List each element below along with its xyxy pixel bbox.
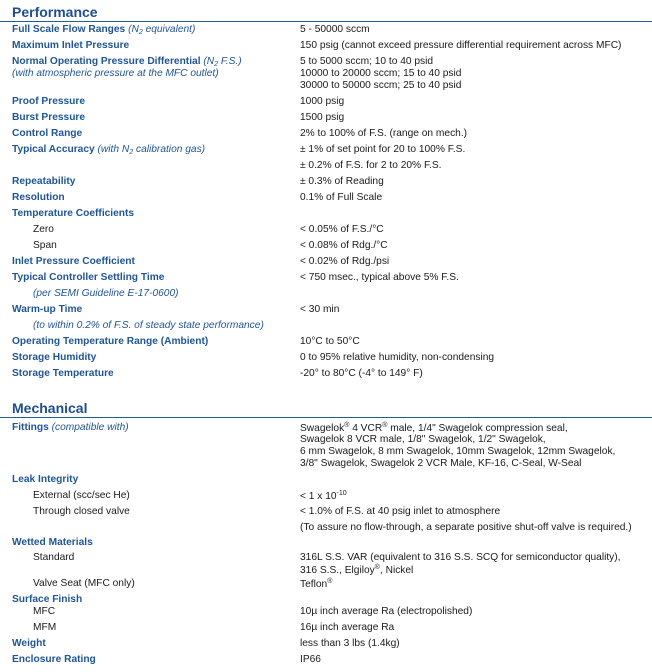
label-storage-temp: Storage Temperature xyxy=(12,368,114,379)
label-inlet-coef: Inlet Pressure Coefficient xyxy=(12,256,135,267)
label-weight: Weight xyxy=(12,638,46,649)
label-resolution: Resolution xyxy=(12,192,65,203)
label-leak: Leak Integrity xyxy=(12,474,79,485)
value-control: 2% to 100% of F.S. (range on mech.) xyxy=(300,128,468,139)
label-through: Through closed valve xyxy=(33,506,130,517)
value-normal-op-1: 5 to 5000 sccm; 10 to 40 psid xyxy=(300,56,434,67)
value-max-inlet: 150 psig (cannot exceed pressure differential requirement across MFC) xyxy=(300,40,622,51)
value-enclosure: IP66 xyxy=(300,654,321,665)
value-normal-op-2: 10000 to 20000 sccm; 15 to 40 psid xyxy=(300,68,462,79)
note-settling: (per SEMI Guideline E-17-0600) xyxy=(33,288,179,299)
value-mfm: 16µ inch average Ra xyxy=(300,622,395,633)
label-seat: Valve Seat (MFC only) xyxy=(33,578,135,589)
value-storage-temp: -20° to 80°C (-4° to 149° F) xyxy=(300,368,423,379)
value-repeat: ± 0.3% of Reading xyxy=(300,176,384,187)
label-humidity: Storage Humidity xyxy=(12,352,97,363)
note-warmup: (to within 0.2% of F.S. of steady state performance) xyxy=(33,320,264,331)
note-full-scale: ($N_2$ equivalent) xyxy=(128,24,196,36)
value-resolution: 0.1% of Full Scale xyxy=(300,192,383,203)
value-mfc: 10µ inch average Ra (electropolished) xyxy=(300,606,473,617)
label-fittings: Fittings xyxy=(12,422,49,433)
value-inlet-coef: < 0.02% of Rdg./psi xyxy=(300,256,390,267)
value-humidity: 0 to 95% relative humidity, non-condensing xyxy=(300,352,495,363)
label-accuracy: Typical Accuracy xyxy=(12,144,95,155)
value-standard-2: 316 S.S., Elgiloy®, Nickel xyxy=(300,564,414,576)
label-enclosure: Enclosure Rating xyxy=(12,654,96,665)
note-accuracy: (with $N_2$ calibration gas) xyxy=(97,144,206,156)
value-settling: < 750 msec., typical above 5% F.S. xyxy=(300,272,459,283)
note-normal-op-2: (with atmospheric pressure at the MFC outlet) xyxy=(12,68,219,79)
value-external: < 1 x $10^{-10}$ xyxy=(300,490,347,502)
value-through: < 1.0% of F.S. at 40 psig inlet to atmosphere xyxy=(300,506,501,517)
label-warmup: Warm-up Time xyxy=(12,304,83,315)
value-fittings-3: 6 mm Swagelok, 8 mm Swagelok, 10mm Swagelok, 12mm Swagelok, xyxy=(300,446,616,457)
label-repeat: Repeatability xyxy=(12,176,76,187)
label-mfm: MFM xyxy=(33,622,57,633)
value-fittings-2: Swagelok 8 VCR male, 1/8" Swagelok, 1/2" Swagelok, xyxy=(300,434,546,445)
performance-title: Performance xyxy=(12,4,98,20)
label-wetted: Wetted Materials xyxy=(12,537,93,548)
value-proof: 1000 psig xyxy=(300,96,345,107)
label-max-inlet: Maximum Inlet Pressure xyxy=(12,40,130,51)
label-proof: Proof Pressure xyxy=(12,96,86,107)
label-burst: Burst Pressure xyxy=(12,112,86,123)
performance-header xyxy=(0,4,652,22)
value-full-scale: 5 - 50000 sccm xyxy=(300,24,370,35)
value-standard: 316L S.S. VAR (equivalent to 316 S.S. SCQ for semiconductor quality), xyxy=(300,552,621,563)
label-finish: Surface Finish xyxy=(12,594,83,605)
value-seat: Teflon® xyxy=(300,578,333,590)
label-op-temp: Operating Temperature Range (Ambient) xyxy=(12,336,209,347)
mechanical-header xyxy=(0,400,652,418)
label-settling: Typical Controller Settling Time xyxy=(12,272,165,283)
value-op-temp: 10°C to 50°C xyxy=(300,336,360,347)
note-fittings: (compatible with) xyxy=(51,422,129,433)
label-temp-coef: Temperature Coefficients xyxy=(12,208,135,219)
value-zero: < 0.05% of F.S./°C xyxy=(300,224,384,235)
value-accuracy-2: ± 0.2% of F.S. for 2 to 20% F.S. xyxy=(300,160,442,171)
label-mfc: MFC xyxy=(33,606,56,617)
value-normal-op-3: 30000 to 50000 sccm; 25 to 40 psid xyxy=(300,80,462,91)
value-weight: less than 3 lbs (1.4kg) xyxy=(300,638,400,649)
label-external: External (scc/sec He) xyxy=(33,490,130,501)
value-span: < 0.08% of Rdg./°C xyxy=(300,240,388,251)
mechanical-title: Mechanical xyxy=(12,400,88,416)
value-fittings-1: Swagelok® 4 VCR® male, 1/4" Swagelok compression seal, xyxy=(300,422,568,434)
label-standard: Standard xyxy=(33,552,75,563)
label-normal-op: Normal Operating Pressure Differential xyxy=(12,56,201,67)
label-control: Control Range xyxy=(12,128,83,139)
value-burst: 1500 psig xyxy=(300,112,345,123)
note-normal-op: ($N_2$ F.S.) xyxy=(203,56,242,68)
label-full-scale: Full Scale Flow Ranges xyxy=(12,24,126,35)
value-accuracy-1: ± 1% of set point for 20 to 100% F.S. xyxy=(300,144,466,155)
value-through-2: (To assure no flow-through, a separate positive shut-off valve is required.) xyxy=(300,522,632,533)
value-warmup: < 30 min xyxy=(300,304,340,315)
label-span: Span xyxy=(33,240,57,251)
value-fittings-4: 3/8" Swagelok, Swagelok 2 VCR Male, KF-16, C-Seal, W-Seal xyxy=(300,458,582,469)
label-zero: Zero xyxy=(33,224,54,235)
